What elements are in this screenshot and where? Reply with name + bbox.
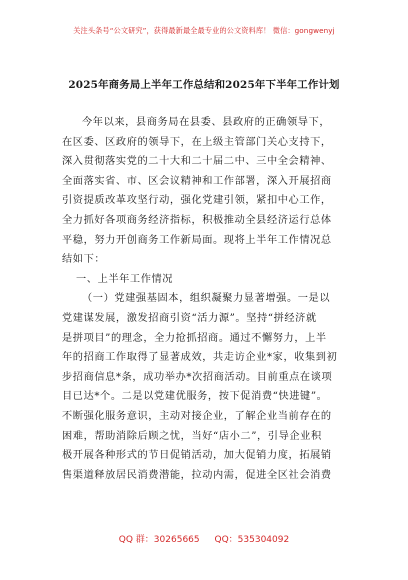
paragraph-line: 目已达*个。二是以党建优服务，按下促消费“快进键”。 xyxy=(62,391,328,403)
paragraph-line: 深入贯彻落实党的二十大和二十届二中、三中全会精神、 xyxy=(62,156,332,168)
section-heading: 一、上半年工作情况 xyxy=(76,273,174,285)
document-title: 2025年商务局上半年工作总结和2025年下半年工作计划 xyxy=(68,79,340,91)
paragraph-line: 售渠道释放居民消费潜能，拉动内需，促进全区社会消费 xyxy=(62,469,332,481)
header-banner: 关注头条号“公文研究”，获得最新最全最专业的公文资料库！ 微信：gongwenyj xyxy=(73,26,335,35)
paragraph-line: 全力抓好各项商务经济指标，积极推动全县经济运行总体 xyxy=(62,214,332,226)
paragraph-line: 全面落实省、市、区会议精神和工作部署，深入开展招商 xyxy=(62,175,332,187)
footer-qq-number: QQ：535304092 xyxy=(214,535,290,545)
document-body xyxy=(62,113,352,485)
paragraph-line: 引资提质改革攻坚行动，强化党建引领，紧扣中心工作， xyxy=(62,195,332,207)
paragraph-line: 今年以来，县商务局在县委、县政府的正确领导下， xyxy=(82,117,331,128)
paragraph-line: 困难，帮助消除后顾之忧，当好“店小二”，引导企业积 xyxy=(62,430,322,442)
paragraph-line: （一）党建强基固本，组织凝聚力显著增强。一是以 xyxy=(82,293,331,305)
paragraph-line: 结如下： xyxy=(62,254,106,266)
paragraph-line: 不断强化服务意识，主动对接企业，了解企业当前存在的 xyxy=(62,410,332,422)
paragraph-line: 党建谋发展，激发招商引资“活力源”。坚持“拼经济就 xyxy=(62,312,317,324)
paragraph-line: 年的招商工作取得了显著成效，共走访企业*家，收集到初 xyxy=(62,352,338,364)
paragraph-line: 平稳，努力开创商务工作新局面。现将上半年工作情况总 xyxy=(62,234,332,246)
paragraph-line: 在区委、区政府的领导下，在上级主管部门关心支持下， xyxy=(62,136,332,148)
paragraph-line: 极开展各种形式的节日促销活动，加大促销力度，拓展销 xyxy=(62,450,332,462)
paragraph-line: 步招商信息*条，成功举办*次招商活动。目前重点在谈项 xyxy=(62,371,333,383)
paragraph-line: 是拼项目”的理念，全力抢抓招商。通过不懈努力，上半 xyxy=(62,332,327,344)
footer-contact xyxy=(0,532,408,545)
footer-qq-group: QQ 群：30265665 xyxy=(118,535,200,545)
